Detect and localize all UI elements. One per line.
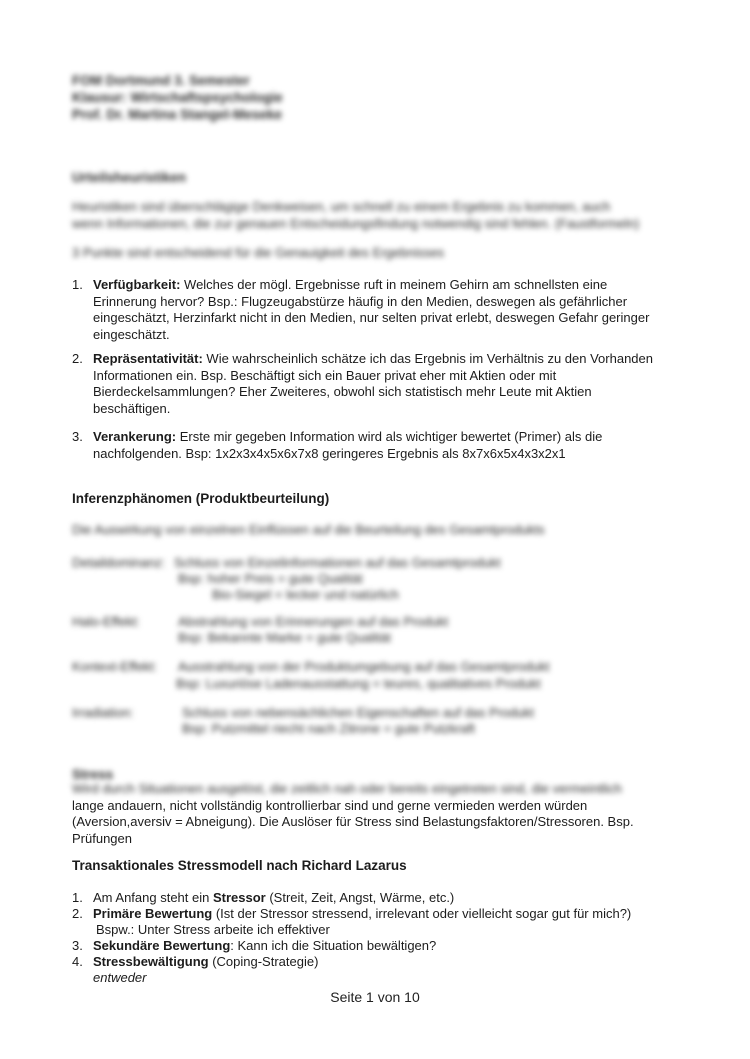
definition-term: Halo-Effekt: xyxy=(72,614,140,629)
list-term: Stressbewältigung xyxy=(93,954,209,969)
list-item xyxy=(72,277,672,343)
list-subline: entweder xyxy=(93,970,147,985)
definition-term: Detaildominanz: xyxy=(72,555,166,570)
stress-paragraph xyxy=(72,781,634,847)
definition-term: Irradiation: xyxy=(72,705,134,720)
list-number: 2. xyxy=(72,906,83,921)
definition-row-detaildominanz xyxy=(72,555,165,572)
section1-intro-line-1: Heuristiken sind überschlägige Denkweisen, um schnell zu einem Ergebnis zu kommen, auch xyxy=(72,199,611,214)
stress-line-1: Wird durch Situationen ausgelöst, die zeitlich nah oder bereits eingetreten sind, die vermeintlich xyxy=(72,781,622,796)
definition-example: Bsp: Bekannte Marke = gute Qualität xyxy=(178,630,391,645)
list-term: Verankerung: xyxy=(93,429,177,444)
list-number: 3. xyxy=(72,938,83,953)
list-term: Repräsentativität: xyxy=(93,351,203,366)
list-item xyxy=(72,906,672,923)
list-term: Sekundäre Bewertung xyxy=(93,938,231,953)
definition-example: Bsp: Luxuriöse Ladenausstattung = teures, qualitatives Produkt xyxy=(176,676,541,691)
list-term: Primäre Bewertung xyxy=(93,906,213,921)
list-item xyxy=(72,938,672,955)
section1-intro-line-3: 3 Punkte sind entscheidend für die Genauigkeit des Ergebnisses xyxy=(72,245,445,260)
definition-text: Schluss von nebensächlichen Eigenschaften auf das Produkt xyxy=(182,705,534,720)
definition-example: Bio-Siegel = lecker und natürlich xyxy=(212,587,399,602)
list-item xyxy=(72,890,672,907)
section-heading-urteilsheuristiken: Urteilsheuristiken xyxy=(72,170,187,185)
section-heading-stress: Stress xyxy=(72,767,114,782)
definition-row-kontext xyxy=(72,659,157,676)
list-text: (Coping-Strategie) xyxy=(208,954,319,969)
list-item xyxy=(72,954,672,971)
section-heading-stressmodell: Transaktionales Stressmodell nach Richard Lazarus xyxy=(72,858,407,873)
header-line-1: FOM Dortmund 3. Semester xyxy=(72,73,250,88)
definition-row-halo xyxy=(72,614,140,631)
section2-intro: Die Auswirkung von einzelnen Einflüssen auf die Beurteilung des Gesamtprodukts xyxy=(72,522,545,537)
definition-row-irradiation xyxy=(72,705,133,722)
list-text: Am Anfang steht ein xyxy=(93,890,213,905)
stress-line-3: (Aversion,aversiv = Abneigung). Die Auslöser für Stress sind Belastungsfaktoren/Stressoren. Bsp. xyxy=(72,814,634,829)
definition-example: Bsp: hoher Preis = gute Qualität xyxy=(178,571,363,586)
stress-line-4: Prüfungen xyxy=(72,830,132,846)
section1-intro-line-2: wenn Informationen, die zur genauen Entscheidungsfindung notwendig sind fehlen. (Faustformeln) xyxy=(72,215,640,231)
list-text: Wie wahrscheinlich schätze ich das Ergebnis im Verhältnis zu den Vorhanden Informationen ein. Bsp. Beschäftigt sich ein Bauer privat eher mit Aktien oder mit Bierdeckelsammlungen? Eher Zweiteres, obwohl sich statistisch mehr Leute mit Aktien beschäftigen. xyxy=(93,351,654,416)
list-number: 2. xyxy=(72,351,83,366)
list-number: 1. xyxy=(72,277,83,292)
list-number: 4. xyxy=(72,954,83,969)
list-text: (Streit, Zeit, Angst, Wärme, etc.) xyxy=(265,890,455,905)
definition-term: Kontext-Effekt: xyxy=(72,659,158,674)
list-subline: Bspw.: Unter Stress arbeite ich effektiver xyxy=(96,922,330,937)
definition-example: Bsp: Putzmittel riecht nach Zitrone = gute Putzkraft xyxy=(182,721,475,736)
list-text: : Kann ich die Situation bewältigen? xyxy=(230,938,437,953)
list-term: Stressor xyxy=(212,890,266,905)
list-term: Verfügbarkeit: xyxy=(93,277,181,292)
list-text: (Ist der Stressor stressend, irrelevant oder vielleicht sogar gut für mich?) xyxy=(212,906,632,921)
definition-text: Schluss von Einzelinformationen auf das Gesamtprodukt xyxy=(174,555,501,570)
header-line-3: Prof. Dr. Martina Stangel-Meseke xyxy=(72,107,283,122)
definition-text: Ausstrahlung von der Produktumgebung auf das Gesamtprodukt xyxy=(178,659,550,674)
list-number: 3. xyxy=(72,429,83,444)
list-number: 1. xyxy=(72,890,83,905)
document-header xyxy=(72,72,283,123)
list-item xyxy=(72,429,672,462)
page-number: Seite 1 von 10 xyxy=(330,989,420,1005)
definition-text: Abstrahlung von Erinnerungen auf das Produkt xyxy=(178,614,449,629)
list-text: Erste mir gegeben Information wird als wichtiger bewertet (Primer) als die nachfolgenden. Bsp: 1x2x3x4x5x6x7x8 geringeres Ergebnis als 8x7x6x5x4x3x2x1 xyxy=(93,429,603,461)
list-item xyxy=(72,351,672,417)
stress-line-2: lange andauern, nicht vollständig kontrollierbar sind und gerne vermieden werden würden xyxy=(72,797,588,813)
header-line-2: Klausur: Wirtschaftspsychologie xyxy=(72,90,283,105)
section-heading-inferenzphaenomen: Inferenzphänomen (Produktbeurteilung) xyxy=(72,491,330,506)
section1-intro xyxy=(72,199,639,232)
list-text: Welches der mögl. Ergebnisse ruft in meinem Gehirn am schnellsten eine Erinnerung hervor? Bsp.: Flugzeugabstürze häufig in den Medien, deswegen als gefährlicher eingeschätzt, Herzinfarkt nicht in den Medien, nur selten privat erlebt, deswegen Gefahr geringer eingeschätzt. xyxy=(93,277,650,342)
